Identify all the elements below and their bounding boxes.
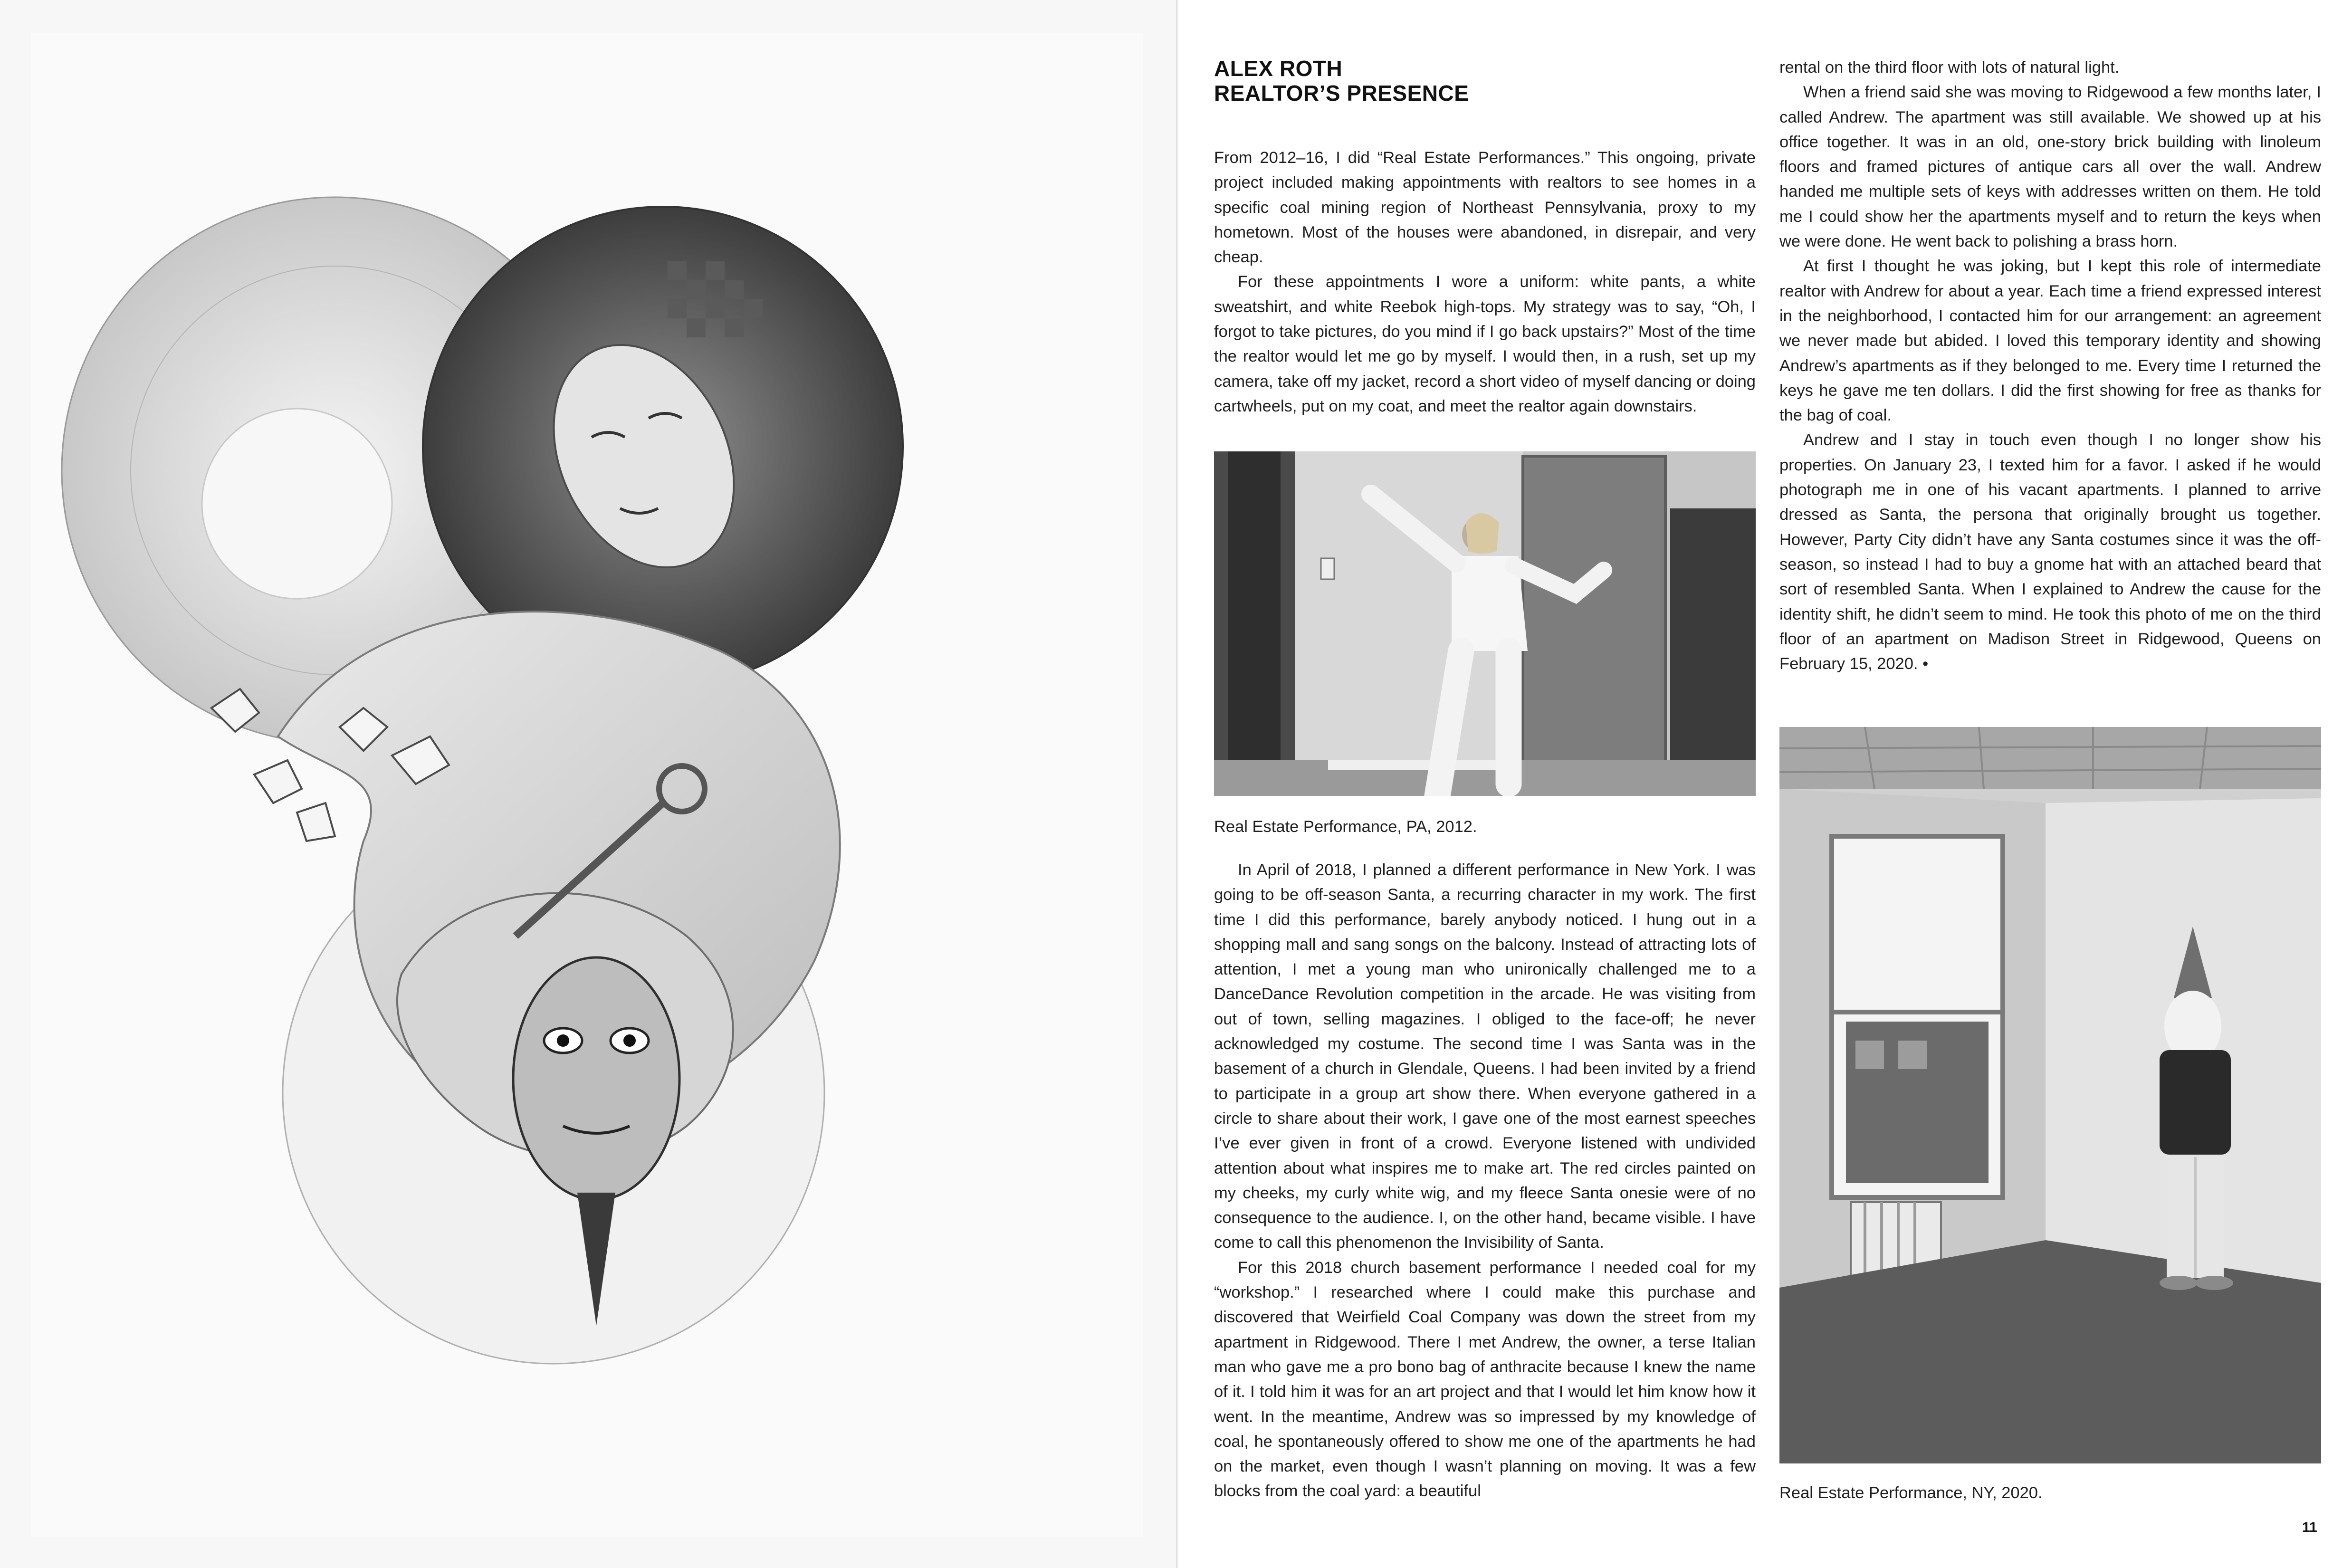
graphite-drawing-artwork xyxy=(31,33,1143,1537)
body-paragraph: For these appointments I wore a uniform: white pants, a white sweatshirt, and white Reebok high-tops. My strategy was to say, “Oh, I forgot to take pictures, do you mind if I go back upstairs?” Most of the time the realtor would let me go by myself. I would then, in a rush, set up my camera, take off my jacket, record a short video of myself dancing or doing cartwheels, put on my coat, and meet the realtor again downstairs. xyxy=(1214,273,1756,415)
column-left-top xyxy=(1214,145,1756,419)
body-paragraph: From 2012–16, I did “Real Estate Performances.” This ongoing, private project included making appointments with realtors to see homes in a specific coal mining region of Northeast Pennsylvania, proxy to my hometown. Most of the houses were abandoned, in disrepair, and very cheap. xyxy=(1214,149,1756,267)
article-header xyxy=(1214,56,1760,105)
author-name: ALEX ROTH xyxy=(1214,56,1343,81)
body-paragraph: Andrew and I stay in touch even though I no longer show his properties. On January 23, I texted him for a favor. I asked if he would photograph me in one of his vacant apartments. I planned to arrive dressed as Santa, the persona that originally brought us together. However, Party City didn’t have any Santa costumes since it was the off-season, so instead I had to buy a gnome hat with an attached beard that sort of resembled Santa. When I explained to Andrew the cause for the identity shift, he didn’t seem to mind. He took this photo of me on the third floor of an apartment on Madison Street in Ridgewood, Queens on February 15, 2020. • xyxy=(1779,431,2321,673)
body-paragraph: For this 2018 church basement performance I needed coal for my “workshop.” I researched where I could make this purchase and discovered that Weirfield Coal Company was down the street from my apartment in Ridgewood. There I met Andrew, the owner, a terse Italian man who gave me a pro bono bag of anthracite because I knew the name of it. I told him it was for an art project and that I would let him know how it went. In the meantime, Andrew was so impressed by my knowledge of coal, he spontaneously offered to show me one of the apartments he had on the market, even though I wasn’t planning on moving. It was a few blocks from the coal yard: a beautiful xyxy=(1214,1258,1756,1501)
column-left-bottom xyxy=(1214,858,1756,1504)
body-paragraph: rental on the third floor with lots of natural light. xyxy=(1779,58,2120,76)
body-paragraph: At first I thought he was joking, but I kept this role of intermediate realtor with Andrew for about a year. Each time a friend expressed interest in the neighborhood, I contacted him for our arrangement: an agreement we never made but abided. I loved this temporary identity and showing Andrew’s apartments as if they belonged to me. Every time I returned the keys he gave me ten dollars. I did the first showing for free as thanks for the bag of coal. xyxy=(1779,257,2321,425)
spread-fold xyxy=(1176,0,1179,1568)
photo-ny-2020 xyxy=(1779,727,2321,1463)
body-paragraph: In April of 2018, I planned a different performance in New York. I was going to be off-season Santa, a recurring character in my work. The first time I did this performance, barely anybody noticed. I hung out in a shopping mall and sang songs on the balcony. Instead of attracting lots of attention, I met a young man who unironically challenged me to a DanceDance Revolution competition in the arcade. He was visiting from out of town, selling magazines. I obliged to the face-off; he never acknowledged my costume. The second time I was Santa was in the basement of a church in Glendale, Queens. I had been invited by a friend to participate in a group art show there. When everyone gathered in a circle to share about their work, I gave one of the most earnest speeches I’ve ever given in front of a crowd. Everyone listened with undivided attention about what inspires me to make art. The red circles painted on my cheeks, my curly white wig, and my fleece Santa onesie were of no consequence to the audience. I, on the other hand, became visible. I have come to call this phenomenon the Invisibility of Santa. xyxy=(1214,861,1756,1252)
column-right xyxy=(1779,55,2321,676)
page-number: 11 xyxy=(2302,1520,2317,1535)
photo-pa-2012 xyxy=(1214,451,1756,796)
photo-caption: Real Estate Performance, NY, 2020. xyxy=(1779,1484,2043,1502)
body-paragraph: When a friend said she was moving to Ridgewood a few months later, I called Andrew. The apartment was still available. We showed up at his office together. It was in an old, one-story brick building with linoleum floors and framed pictures of antique cars all over the wall. Andrew handed me multiple sets of keys with addresses written on them. He told me I could show her the apartments myself and to return the keys when we were done. He went back to polishing a brass horn. xyxy=(1779,83,2321,251)
article-title: REALTOR’S PRESENCE xyxy=(1214,81,1469,105)
photo-caption: Real Estate Performance, PA, 2012. xyxy=(1214,818,1477,836)
